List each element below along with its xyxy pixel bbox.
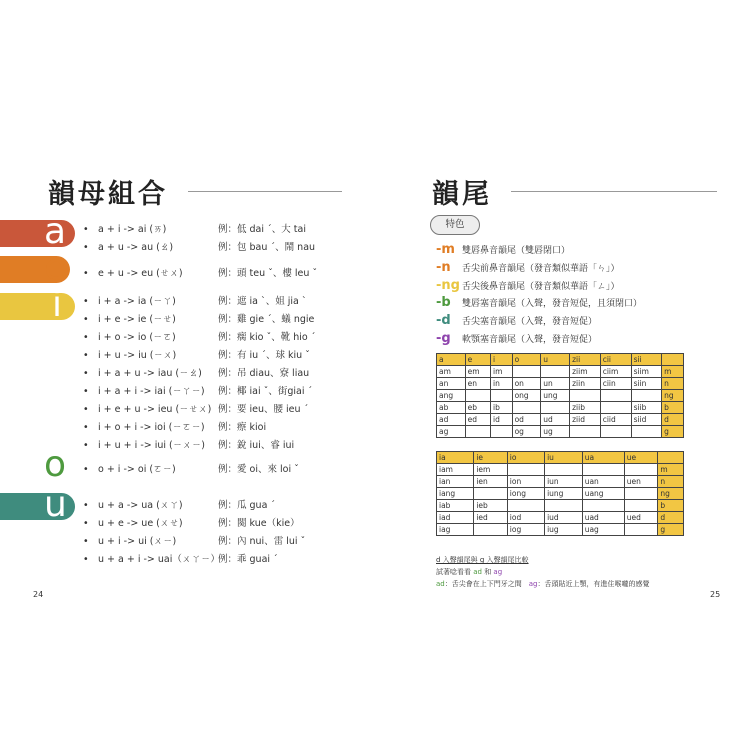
final-code: -g (436, 331, 451, 346)
table-cell: sii (631, 354, 662, 366)
table-cell: b (662, 402, 684, 414)
bullet-icon: • (83, 554, 89, 565)
note-compare (436, 579, 649, 589)
combo-example: 例：瘵 kioi (218, 422, 267, 433)
table-cell (658, 452, 684, 464)
table-cell: eb (465, 402, 490, 414)
left-page-number: 24 (33, 590, 44, 599)
table-cell: ziim (570, 366, 601, 378)
table-cell: iam (437, 464, 474, 476)
right-page-number: 25 (710, 590, 721, 599)
combo-row (83, 329, 176, 343)
table-cell: ung (541, 390, 570, 402)
table-cell: ued (624, 512, 658, 524)
final-desc: 舌尖前鼻音韻尾（發音類似華語「ㄣ」） (462, 264, 620, 274)
table-cell: im (491, 366, 513, 378)
note-try-ag: ag (493, 568, 503, 576)
final-desc: 雙唇塞音韻尾（入聲，發音短促，且須閉口） (462, 299, 643, 309)
table-cell: ue (624, 452, 658, 464)
bullet-icon: • (83, 314, 89, 325)
combo-formula: u + i -> ui (ㄨㄧ) (98, 536, 177, 547)
table-cell: iem (474, 464, 507, 476)
table-cell: m (662, 366, 684, 378)
table-cell: n (662, 378, 684, 390)
note-try-ad: ad (473, 568, 482, 576)
table-cell: iun (545, 476, 583, 488)
vowel-letter-u: u (44, 484, 67, 525)
note-compare-ad-text: ：舌尖會在上下門牙之間 (444, 580, 529, 588)
table-row (437, 464, 684, 476)
bullet-icon: • (83, 440, 89, 451)
table-cell: uang (582, 488, 624, 500)
combo-example: 例：要 ieu、腰 ieu ˊ (218, 404, 309, 415)
combo-formula: i + e + u -> ieu (ㄧㄝㄨ) (98, 404, 212, 415)
final-row (436, 278, 620, 293)
table-cell: en (465, 378, 490, 390)
table-cell (624, 500, 658, 512)
bullet-icon: • (83, 518, 89, 529)
table-cell (545, 500, 583, 512)
table-cell: ua (582, 452, 624, 464)
table-cell: ia (437, 452, 474, 464)
bullet-icon: • (83, 404, 89, 415)
table-cell (570, 390, 601, 402)
final-code: -n (436, 260, 451, 275)
combo-row (83, 239, 173, 253)
table-cell: iog (507, 524, 544, 536)
table-cell: siim (631, 366, 662, 378)
bullet-icon: • (83, 536, 89, 547)
combo-row (83, 293, 176, 307)
note-compare-ag-text: ：舌頭貼近上顎，有進住喉嚨的感覺 (537, 580, 650, 588)
table-cell: e (465, 354, 490, 366)
table-cell: ang (437, 390, 466, 402)
combo-example: 例：低 dai ˊ、大 tai (218, 224, 306, 235)
table-cell: ien (474, 476, 507, 488)
bullet-icon: • (83, 350, 89, 361)
table-cell: uan (582, 476, 624, 488)
combo-example: 例：椰 iai ˇ、街giai ˊ (218, 386, 313, 397)
combo-formula: u + a + i -> uai（ㄨㄚㄧ） (98, 554, 220, 565)
table-cell: iab (437, 500, 474, 512)
final-row (436, 242, 570, 257)
table-cell: i (491, 354, 513, 366)
combo-example: 例：有 iu ˊ、球 kiu ˇ (218, 350, 310, 361)
bullet-icon: • (83, 386, 89, 397)
final-row (436, 331, 597, 346)
table-header-row (437, 354, 684, 366)
table-cell: ed (465, 414, 490, 426)
table-cell: cii (600, 354, 631, 366)
table-cell: ng (662, 390, 684, 402)
final-code: -d (436, 313, 451, 328)
table-cell: ab (437, 402, 466, 414)
table-cell (582, 464, 624, 476)
table-cell: ied (474, 512, 507, 524)
vowel-letter-i: i (52, 284, 63, 325)
combo-example: 例：乖 guai ˊ (218, 554, 278, 565)
combo-row (83, 347, 176, 361)
table-row (437, 402, 684, 414)
table-cell: iong (507, 488, 544, 500)
table-cell: an (437, 378, 466, 390)
combo-row (83, 401, 211, 415)
combo-formula: i + a + u -> iau (ㄧㄠ) (98, 368, 202, 379)
final-code: -b (436, 295, 451, 310)
combo-row (83, 515, 183, 529)
table-cell: zii (570, 354, 601, 366)
note-try (436, 567, 502, 577)
final-row (436, 295, 642, 310)
combo-example: 例：內 nui、雷 lui ˇ (218, 536, 306, 547)
table-cell: og (512, 426, 541, 438)
combo-formula: i + o -> io (ㄧㄛ) (98, 332, 176, 343)
table-cell: ng (658, 488, 684, 500)
table-row (437, 488, 684, 500)
table-cell: d (658, 512, 684, 524)
final-row (436, 260, 620, 275)
table-row (437, 378, 684, 390)
table-cell: ieb (474, 500, 507, 512)
table-cell: iud (545, 512, 583, 524)
combo-formula: i + e -> ie (ㄧㄝ) (98, 314, 176, 325)
table-cell: o (512, 354, 541, 366)
table-cell: iag (437, 524, 474, 536)
table-cell: iang (437, 488, 474, 500)
table-cell: ad (437, 414, 466, 426)
table-cell (624, 464, 658, 476)
table-cell: ag (437, 426, 466, 438)
table-cell: in (491, 378, 513, 390)
note-title: d 入聲韻尾與 g 入聲韻尾比較 (436, 556, 529, 564)
table-cell: ziin (570, 378, 601, 390)
table-cell (624, 488, 658, 500)
table-cell: g (662, 426, 684, 438)
bullet-icon: • (83, 332, 89, 343)
table-cell: am (437, 366, 466, 378)
bullet-icon: • (83, 224, 89, 235)
table-cell (545, 464, 583, 476)
table-cell (512, 366, 541, 378)
combo-formula: e + u -> eu (ㄝㄨ) (98, 268, 183, 279)
combo-formula: i + a + i -> iai (ㄧㄚㄧ) (98, 386, 205, 397)
table-cell (474, 488, 507, 500)
table-cell: ong (512, 390, 541, 402)
bullet-icon: • (83, 242, 89, 253)
table-cell: iad (437, 512, 474, 524)
combo-example: 例：闋 kue（kie） (218, 518, 300, 529)
right-page-title: 韻尾 (432, 179, 492, 210)
table-row (437, 500, 684, 512)
combo-example: 例：瓜 gua ˊ (218, 500, 276, 511)
finals-table-compound (436, 451, 684, 536)
table-cell: on (512, 378, 541, 390)
bullet-icon: • (83, 296, 89, 307)
combo-example: 例：頭 teu ˇ、樓 leu ˇ (218, 268, 318, 279)
table-cell: ciim (600, 366, 631, 378)
combo-row (83, 221, 166, 235)
combo-formula: i + u + i -> iui (ㄧㄨㄧ) (98, 440, 205, 451)
combo-formula: o + i -> oi (ㄛㄧ) (98, 464, 176, 475)
combo-row (83, 551, 220, 565)
combo-formula: a + i -> ai (ㄞ) (98, 224, 167, 235)
table-cell: d (662, 414, 684, 426)
vowel-letter-o: o (44, 444, 67, 485)
combo-row (83, 461, 176, 475)
table-row (437, 414, 684, 426)
table-cell: ian (437, 476, 474, 488)
table-cell (465, 426, 490, 438)
table-cell (474, 524, 507, 536)
table-cell: g (658, 524, 684, 536)
combo-example: 例：雞 gie ˊ、蟻 ngie (218, 314, 315, 325)
table-cell: ziid (570, 414, 601, 426)
table-cell: iug (545, 524, 583, 536)
combo-example: 例：遮 ia ˋ、姐 jia ˋ (218, 296, 307, 307)
combo-row (83, 265, 183, 279)
combo-formula: i + a -> ia (ㄧㄚ) (98, 296, 176, 307)
table-cell: ib (491, 402, 513, 414)
table-cell: em (465, 366, 490, 378)
combo-example: 例：愛 oi、來 loi ˇ (218, 464, 299, 475)
combo-example: 例：吊 diau、寮 liau (218, 368, 310, 379)
final-code: -ng (436, 278, 460, 293)
final-desc: 舌尖塞音韻尾（入聲，發音短促） (462, 317, 598, 327)
table-cell: uen (624, 476, 658, 488)
table-header-row (437, 452, 684, 464)
table-cell (600, 390, 631, 402)
table-cell: od (512, 414, 541, 426)
table-cell (491, 390, 513, 402)
combo-row (83, 383, 205, 397)
table-row (437, 476, 684, 488)
combo-row (83, 437, 205, 451)
table-cell (600, 426, 631, 438)
table-cell (541, 366, 570, 378)
table-cell: ie (474, 452, 507, 464)
table-cell: n (658, 476, 684, 488)
table-cell: siid (631, 414, 662, 426)
final-desc: 軟顎塞音韻尾（入聲，發音短促） (462, 335, 598, 345)
table-cell (582, 500, 624, 512)
table-cell: io (507, 452, 544, 464)
table-cell (570, 426, 601, 438)
left-page-title: 韻母組合 (48, 179, 168, 210)
table-row (437, 366, 684, 378)
vowel-letter-a: a (44, 211, 67, 252)
table-cell: ug (541, 426, 570, 438)
combo-formula: i + u -> iu (ㄧㄨ) (98, 350, 177, 361)
bullet-icon: • (83, 500, 89, 511)
table-cell: iod (507, 512, 544, 524)
final-desc: 雙唇鼻音韻尾（雙唇閉口） (462, 246, 571, 256)
table-cell: ciid (600, 414, 631, 426)
combo-example: 例：包 bau ˊ、鬧 nau (218, 242, 316, 253)
table-row (437, 512, 684, 524)
table-cell (465, 390, 490, 402)
combo-row (83, 365, 202, 379)
bullet-icon: • (83, 464, 89, 475)
table-cell: id (491, 414, 513, 426)
right-title-rule (511, 191, 717, 192)
table-row (437, 426, 684, 438)
table-cell (541, 402, 570, 414)
table-cell: iung (545, 488, 583, 500)
table-cell (631, 426, 662, 438)
table-cell: ziib (570, 402, 601, 414)
bullet-icon: • (83, 268, 89, 279)
combo-example: 例：銳 iui、睿 iui (218, 440, 295, 451)
combo-row (83, 419, 205, 433)
note-try-mid: 和 (481, 568, 494, 576)
table-cell (512, 402, 541, 414)
final-desc: 舌尖後鼻音韻尾（發音類似華語「ㄥ」） (462, 282, 620, 292)
combo-formula: u + a -> ua (ㄨㄚ) (98, 500, 183, 511)
table-cell: siin (631, 378, 662, 390)
table-cell (662, 354, 684, 366)
vowel-letter-e: e (44, 247, 67, 288)
note-compare-ad: ad (436, 580, 445, 588)
table-cell (600, 402, 631, 414)
combo-row (83, 497, 183, 511)
finals-table-simple (436, 353, 684, 438)
table-cell (507, 464, 544, 476)
feature-badge: 特色 (430, 215, 480, 235)
table-cell (624, 524, 658, 536)
table-cell: ciin (600, 378, 631, 390)
table-cell: a (437, 354, 466, 366)
table-cell: m (658, 464, 684, 476)
vowel-tab-i (0, 293, 75, 320)
combo-formula: u + e -> ue (ㄨㄝ) (98, 518, 183, 529)
combo-row (83, 311, 176, 325)
table-cell: un (541, 378, 570, 390)
combo-row (83, 533, 176, 547)
note-try-prefix: 試著唸看看 (436, 568, 474, 576)
table-cell (507, 500, 544, 512)
table-cell (491, 426, 513, 438)
table-cell: uag (582, 524, 624, 536)
table-row (437, 524, 684, 536)
table-cell: b (658, 500, 684, 512)
final-code: -m (436, 242, 455, 257)
table-cell: ion (507, 476, 544, 488)
bullet-icon: • (83, 368, 89, 379)
table-cell: uad (582, 512, 624, 524)
table-cell: iu (545, 452, 583, 464)
note-compare-ag: ag (528, 580, 538, 588)
table-cell (631, 390, 662, 402)
combo-example: 例：瘸 kio ˇ、靴 hio ˊ (218, 332, 316, 343)
bullet-icon: • (83, 422, 89, 433)
table-row (437, 390, 684, 402)
combo-formula: a + u -> au (ㄠ) (98, 242, 174, 253)
final-row (436, 313, 597, 328)
combo-formula: i + o + i -> ioi (ㄧㄛㄧ) (98, 422, 205, 433)
table-cell: u (541, 354, 570, 366)
table-cell: ud (541, 414, 570, 426)
left-title-rule (188, 191, 342, 192)
table-cell: siib (631, 402, 662, 414)
